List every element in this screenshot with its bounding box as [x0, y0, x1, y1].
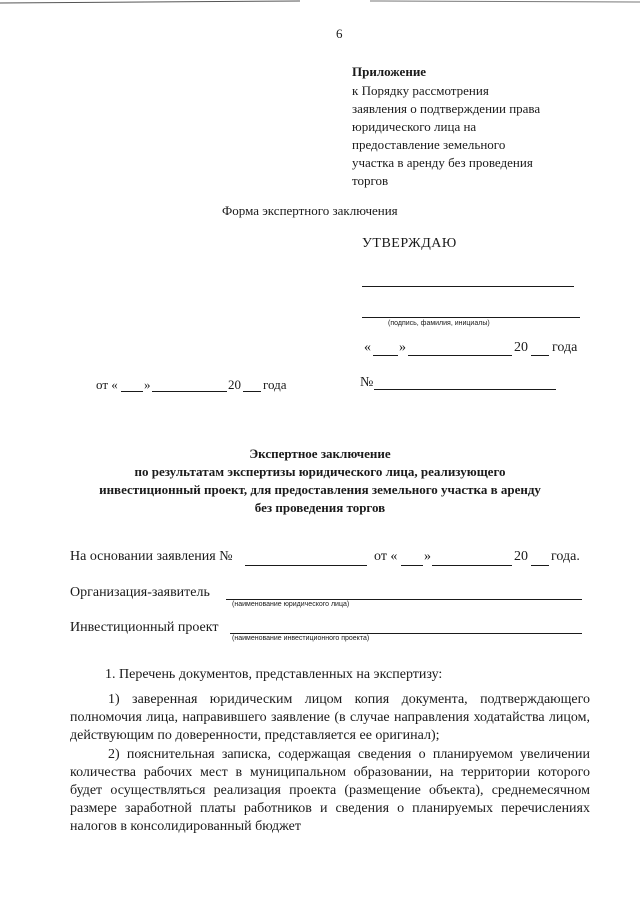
org-line	[226, 599, 582, 600]
basis-from: от «	[374, 549, 398, 564]
left-date-prefix: от «	[96, 377, 118, 392]
heading-line-4: без проведения торгов	[254, 500, 386, 515]
appendix-line: к Порядку рассмотрения	[352, 83, 489, 98]
left-date-month	[152, 391, 227, 392]
basis-month-line	[432, 565, 512, 566]
appendix-line: заявления о подтверждении права	[352, 101, 541, 116]
list-item-1: 1) заверенная юридическим лицом копия документа, подтверждающего полномочия лица, направившего заявление (в случае направления ходатайства лицом, действующим по доверенности, представляется ее оригинал);	[70, 692, 590, 743]
basis-suffix: года.	[551, 549, 580, 564]
basis-label: На основании заявления №	[70, 549, 233, 564]
approval-date-open-quote: «	[364, 340, 371, 355]
project-caption: (наименование инвестиционного проекта)	[232, 635, 370, 642]
left-date-suffix: года	[263, 377, 287, 392]
project-label: Инвестиционный проект	[70, 620, 219, 635]
heading-line-2: по результатам экспертизы юридического лица, реализующего	[134, 464, 506, 479]
left-date-year-prefix: 20	[228, 377, 241, 392]
page-number: 6	[336, 26, 343, 41]
left-date-day	[121, 391, 143, 392]
project-line	[230, 633, 582, 634]
approval-date-day	[373, 355, 398, 356]
basis-number-line	[245, 565, 367, 566]
list-item-2: 2) пояснительная записка, содержащая сведения о планируемом увеличении количества рабочих мест в муниципальном образовании, на территории которого будет осуществляться реализация проекта (размещение объекта), среднемесячном размере заработной платы работников и сведения о планируемых перечислениях налогов в консолидированный бюджет	[70, 747, 590, 834]
heading-line-1: Экспертное заключение	[249, 446, 391, 461]
signature-caption: (подпись, фамилия, инициалы)	[388, 320, 490, 327]
left-date-close-quote: »	[144, 377, 151, 392]
org-label: Организация-заявитель	[70, 585, 210, 600]
number-line	[374, 389, 556, 390]
org-caption: (наименование юридического лица)	[232, 601, 350, 608]
appendix-title: Приложение	[352, 64, 427, 79]
form-title: Форма экспертного заключения	[222, 203, 398, 218]
approval-date-year	[531, 355, 549, 356]
basis-year-prefix: 20	[514, 549, 528, 564]
approval-date-month	[408, 355, 512, 356]
list-title: 1. Перечень документов, представленных на экспертизу:	[105, 667, 443, 682]
approval-line-1	[362, 286, 574, 287]
appendix-line: предоставление земельного	[352, 137, 506, 152]
appendix-line: торгов	[352, 173, 389, 188]
appendix-line: юридического лица на	[352, 119, 477, 134]
left-date-year	[243, 391, 261, 392]
basis-close-quote: »	[424, 549, 431, 564]
number-sign: №	[360, 375, 374, 390]
heading-line-3: инвестиционный проект, для предоставления земельного участка в аренду	[99, 482, 541, 497]
signature-line	[362, 317, 580, 318]
approval-date-close-quote: »	[399, 340, 406, 355]
approval-date-year-prefix: 20	[514, 340, 528, 355]
basis-year-line	[531, 565, 549, 566]
approval-word: УТВЕРЖДАЮ	[362, 236, 457, 251]
appendix-line: участка в аренду без проведения	[352, 155, 533, 170]
approval-date-suffix: года	[552, 340, 578, 355]
basis-day-line	[401, 565, 423, 566]
